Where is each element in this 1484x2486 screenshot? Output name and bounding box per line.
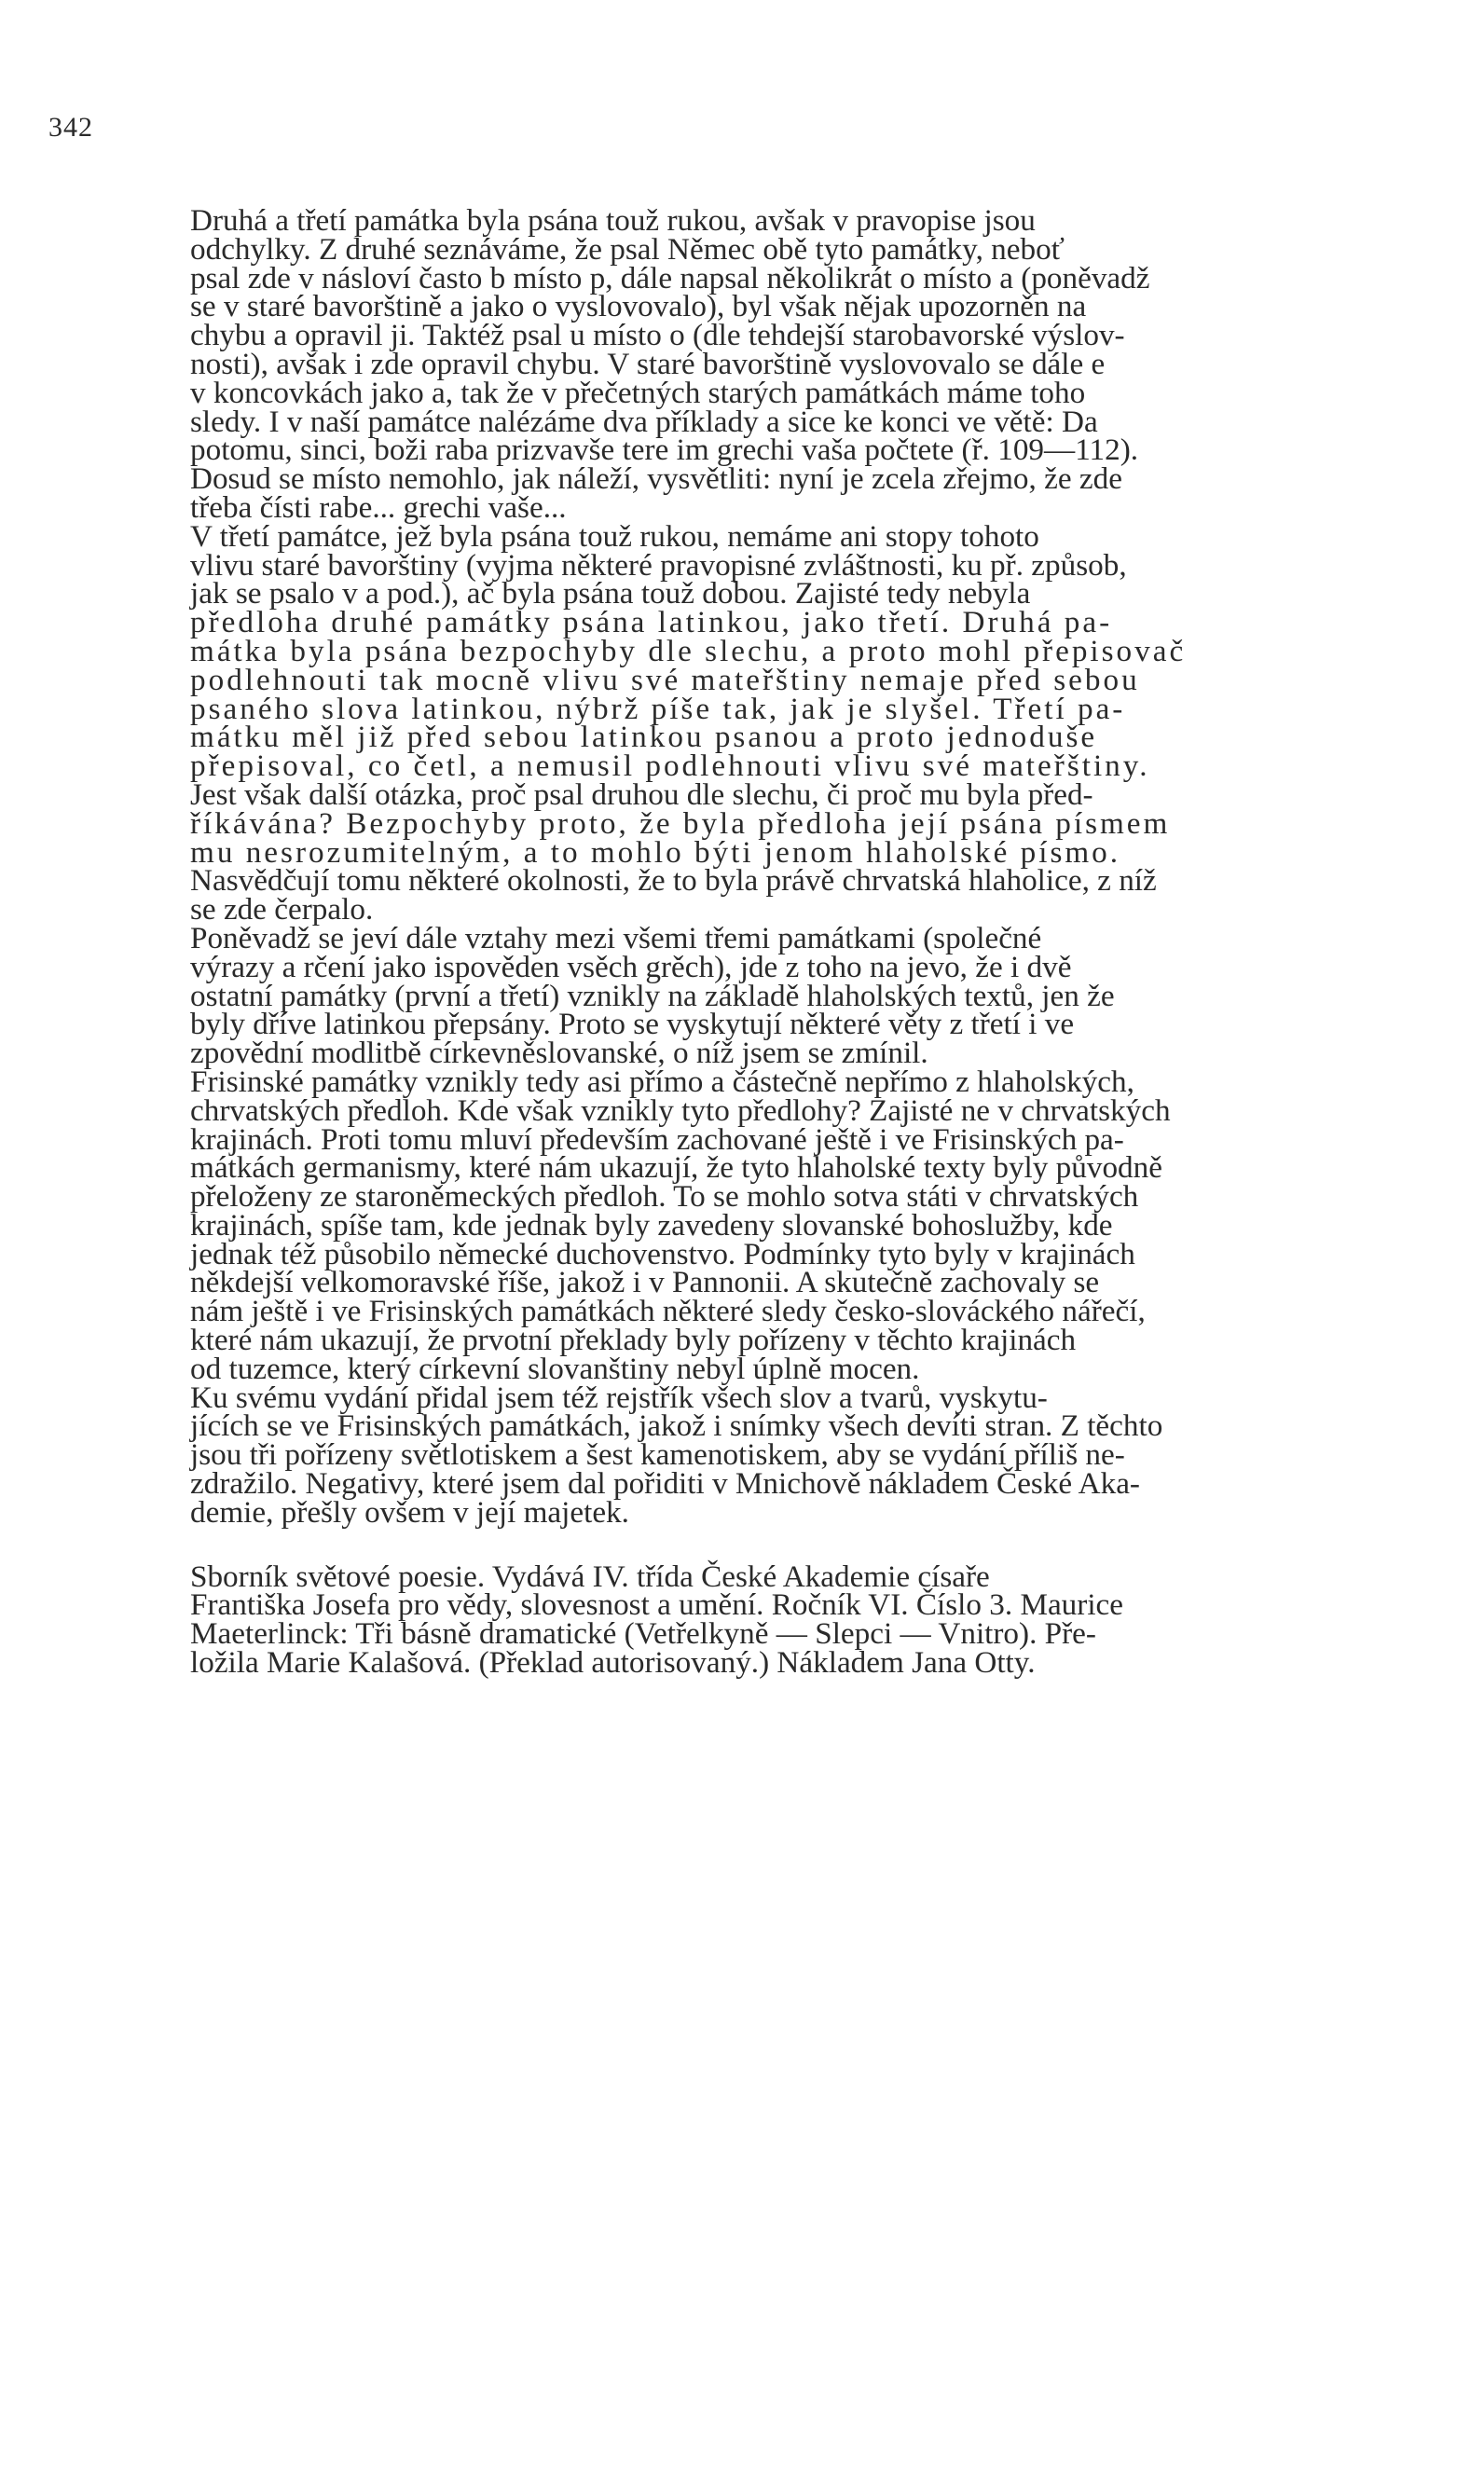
text-line: psal zde v násloví často b místo p, dále napsal několikrát o místo a (poněvadž bbox=[190, 260, 1150, 295]
review-line: ložila Marie Kalašová. (Překlad autorisovaný.) Nákladem Jana Otty. bbox=[190, 1645, 1036, 1681]
review-line: Sborník světové poesie. Vydává IV. třída České Akademie císaře bbox=[190, 1559, 990, 1594]
text-line: výrazy a rčení jako ispověden vsěch grěch), jde z toho na jevo, že i dvě bbox=[190, 949, 1072, 984]
text-line: ostatní památky (první a třetí) vznikly na základě hlaholských textů, jen že bbox=[190, 978, 1115, 1013]
text-line: předloha druhé památky psána latinkou, jako třetí. Druhá pa- bbox=[190, 605, 1113, 640]
text-line: psaného slova latinkou, nýbrž píše tak, jak je slyšel. Třetí pa- bbox=[190, 691, 1126, 726]
text-line: demie, přešly ovšem v její majetek. bbox=[190, 1494, 629, 1530]
text-line: Frisinské památky vznikly tedy asi přímo a částečně nepřímo z hlaholských, bbox=[190, 1064, 1134, 1099]
text-line: od tuzemce, který církevní slovanštiny nebyl úplně mocen. bbox=[190, 1351, 920, 1386]
text-line: jak se psalo v a pod.), ač byla psána touž dobou. Zajisté tedy nebyla bbox=[190, 576, 1031, 611]
text-line: Ku svému vydání přidal jsem též rejstřík všech slov a tvarů, vyskytu- bbox=[190, 1380, 1048, 1415]
paragraph-5 bbox=[147, 1380, 1424, 1530]
text-line: sledy. I v naší památce nalézáme dva příklady a sice ke konci ve větě: Da bbox=[190, 404, 1098, 439]
paragraph-1 bbox=[147, 203, 1424, 525]
text-line: přepisoval, co četl, a nemusil podlehnouti vlivu své mateřštiny. bbox=[190, 749, 1150, 784]
text-line: vlivu staré bavorštiny (vyjma některé pravopisné zvláštnosti, ku př. způsob, bbox=[190, 547, 1127, 583]
text-line: se v staré bavorštině a jako o vyslovovalo), byl však nějak upozorněn na bbox=[190, 289, 1087, 324]
text-line: odchylky. Z druhé seznáváme, že psal Němec obě tyto památky, neboť bbox=[190, 231, 1065, 267]
text-line: Druhá a třetí památka byla psána touž rukou, avšak v pravopise jsou bbox=[190, 203, 1036, 238]
text-line: podlehnouti tak mocně vlivu své mateřštiny nemaje před sebou bbox=[190, 662, 1140, 697]
text-line: třeba čísti rabe... grechi vaše... bbox=[190, 489, 567, 525]
text-line: nosti), avšak i zde opravil chybu. V staré bavorštině vyslovovalo se dále e bbox=[190, 346, 1106, 381]
text-line: se zde čerpalo. bbox=[190, 892, 374, 927]
text-line: mu nesrozumitelným, a to mohlo býti jenom hlaholské písmo. bbox=[190, 834, 1121, 870]
text-line: přeloženy ze staroněmeckých předloh. To se mohlo sotva státi v chrvatských bbox=[190, 1179, 1139, 1215]
text-line: někdejší velkomoravské říše, jakož i v Pannonii. A skutečně zachovaly se bbox=[190, 1265, 1100, 1300]
text-line: Nasvědčují tomu některé okolnosti, že to byla právě chrvatská hlaholice, z níž bbox=[190, 863, 1157, 899]
text-line: chybu a opravil ji. Taktéž psal u místo o (dle tehdejší starobavorské výslov- bbox=[190, 318, 1125, 353]
text-line: zpovědní modlitbě církevněslovanské, o níž jsem se zmínil. bbox=[190, 1036, 928, 1071]
text-line: Jest však další otázka, proč psal druhou dle slechu, či proč mu byla před- bbox=[190, 776, 1093, 812]
text-line: krajinách, spíše tam, kde jednak byly zavedeny slovanské bohoslužby, kde bbox=[190, 1207, 1113, 1243]
text-line: jednak též působilo německé duchovenstvo. Podmínky tyto byly v krajinách bbox=[190, 1236, 1135, 1271]
text-line: Dosud se místo nemohlo, jak náleží, vysvětliti: nyní je zcela zřejmo, že zde bbox=[190, 461, 1122, 497]
text-line: byly dříve latinkou přepsány. Proto se vyskytují některé věty z třetí i ve bbox=[190, 1007, 1075, 1042]
page-number: 342 bbox=[48, 112, 93, 143]
paragraph-2 bbox=[147, 518, 1424, 927]
text-line: jsou tři pořízeny světlotiskem a šest kamenotiskem, aby se vydání příliš ne- bbox=[190, 1437, 1125, 1473]
text-line: mátka byla psána bezpochyby dle slechu, a proto mohl přepisovač bbox=[190, 633, 1187, 668]
text-line: které nám ukazují, že prvotní překlady byly pořízeny v těchto krajinách bbox=[190, 1323, 1077, 1358]
review-line: Františka Josefa pro vědy, slovesnost a umění. Ročník VI. Číslo 3. Maurice bbox=[190, 1587, 1124, 1623]
review-line: Maeterlinck: Tři básně dramatické (Vetřelkyně — Slepci — Vnitro). Pře- bbox=[190, 1616, 1096, 1652]
paragraph-4 bbox=[147, 1064, 1424, 1386]
paragraph-3 bbox=[147, 920, 1424, 1071]
body-text bbox=[147, 203, 1424, 1681]
review-entry bbox=[147, 1559, 1424, 1681]
text-line: V třetí památce, jež byla psána touž rukou, nemáme ani stopy tohoto bbox=[190, 518, 1039, 554]
text-line: potomu, sinci, boži raba prizvavše tere im grechi vaša počtete (ř. 109—112). bbox=[190, 433, 1139, 468]
text-line: mátkách germanismy, které nám ukazují, že tyto hlaholské texty byly původně bbox=[190, 1150, 1162, 1186]
text-line: chrvatských předloh. Kde však vznikly tyto předlohy? Zajisté ne v chrvatských bbox=[190, 1092, 1171, 1128]
text-line: mátku měl již před sebou latinkou psanou a proto jednoduše bbox=[190, 720, 1098, 755]
text-line: jících se ve Frisinských památkách, jakož i snímky všech devíti stran. Z těchto bbox=[190, 1408, 1163, 1444]
text-line: krajinách. Proti tomu mluví především zachované ještě i ve Frisinských pa- bbox=[190, 1121, 1124, 1157]
text-line: říkávána? Bezpochyby proto, že byla předloha její psána písmem bbox=[190, 805, 1171, 841]
text-line: nám ještě i ve Frisinských památkách některé sledy česko-slováckého nářečí, bbox=[190, 1294, 1146, 1329]
text-line: zdražilo. Negativy, které jsem dal pořiditi v Mnichově nákladem České Aka- bbox=[190, 1466, 1140, 1502]
text-line: Poněvadž se jeví dále vztahy mezi všemi třemi památkami (společné bbox=[190, 920, 1042, 955]
text-line: v koncovkách jako a, tak že v přečetných starých památkách máme toho bbox=[190, 375, 1086, 410]
